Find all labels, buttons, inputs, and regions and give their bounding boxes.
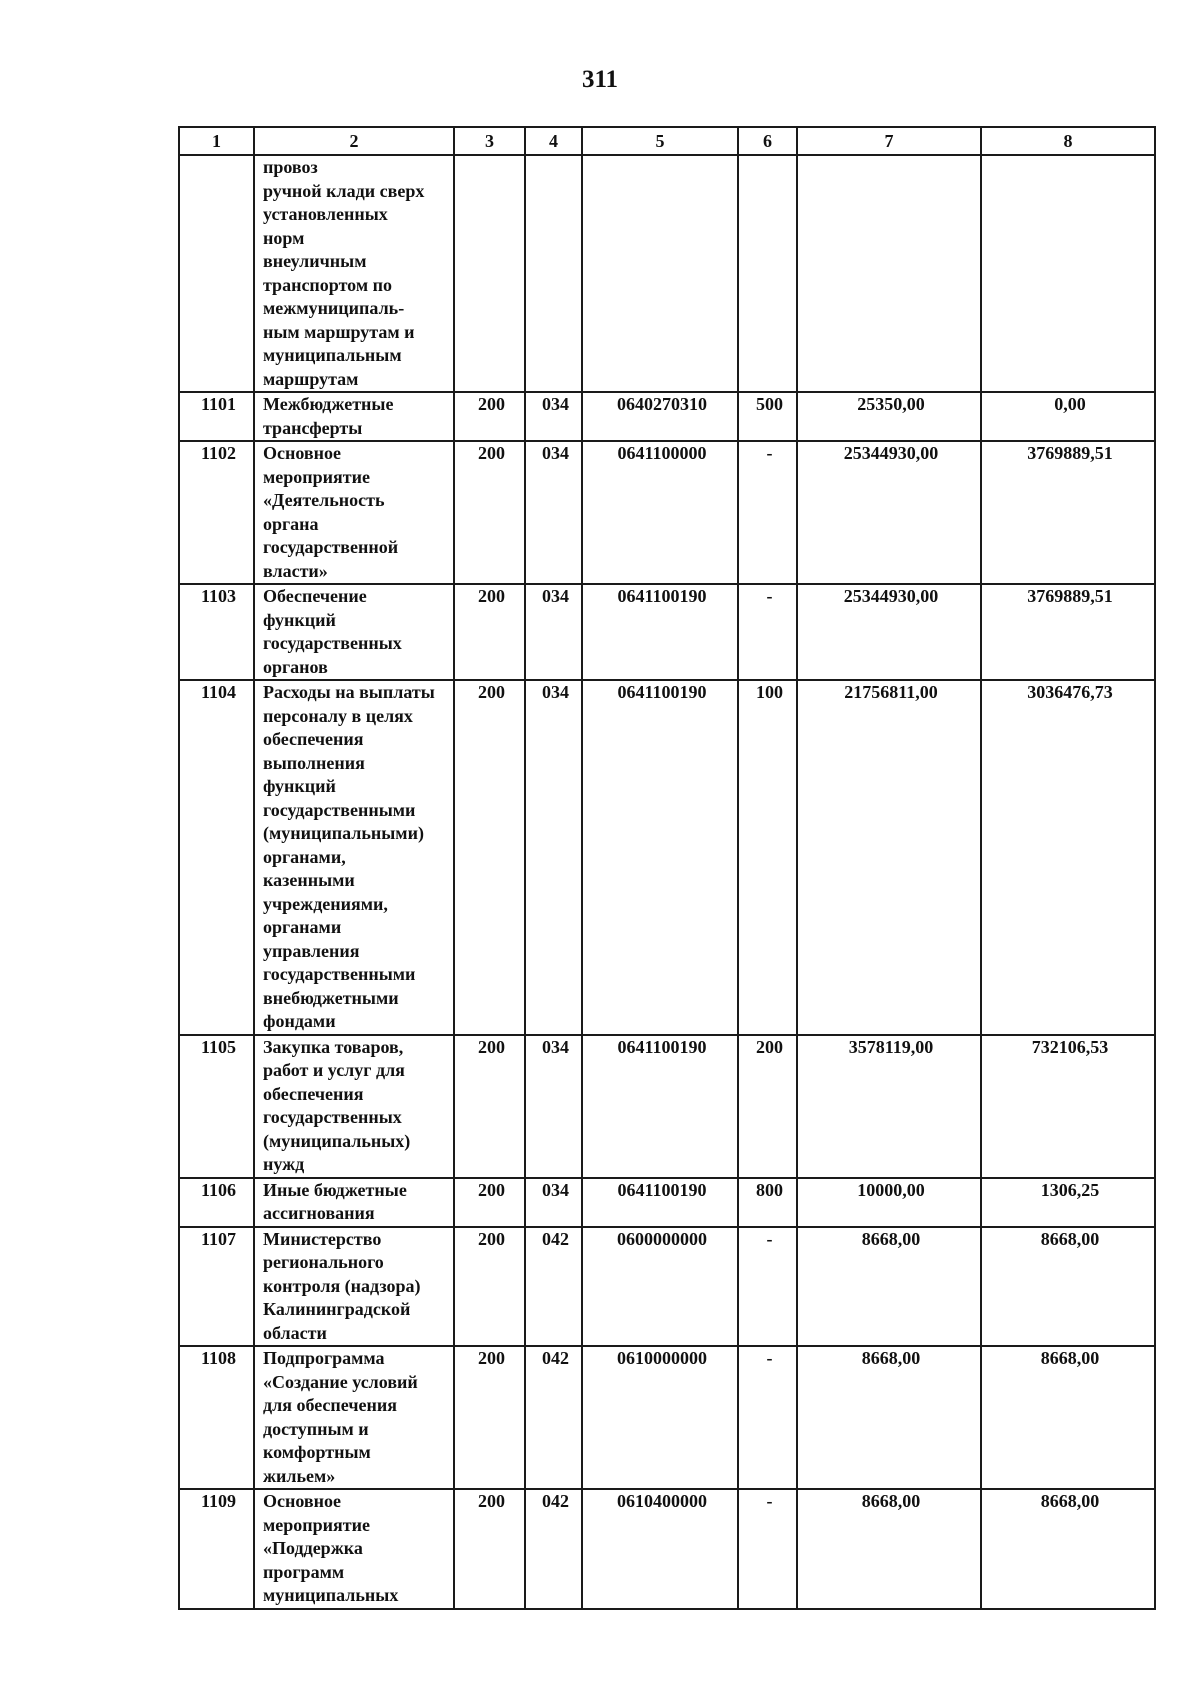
row-number-cell [179, 155, 254, 392]
row-number-cell: 1102 [179, 441, 254, 584]
item-name-line: Подпрограмма [263, 1348, 385, 1368]
code-cell: 0641100190 [582, 1178, 738, 1227]
row-number-cell: 1106 [179, 1178, 254, 1227]
item-name-line: «Создание условий [263, 1371, 418, 1392]
amount-cell: 8668,00 [797, 1227, 981, 1347]
item-name-cell [254, 680, 454, 1035]
item-name-line: персоналу в целях [263, 705, 413, 726]
row-number-cell: 1107 [179, 1227, 254, 1347]
item-name-line: Закупка товаров, [263, 1036, 404, 1057]
code-cell: - [738, 1489, 797, 1609]
item-name-line: муниципальным [263, 345, 402, 365]
item-name-line: органа [263, 513, 319, 534]
table-body [179, 155, 1155, 1609]
budget-table [178, 126, 1156, 1610]
amount-cell: 25350,00 [797, 392, 981, 441]
table-row [179, 1178, 1155, 1227]
code-cell: - [738, 1227, 797, 1347]
amount-cell [981, 155, 1155, 392]
column-header: 1 [179, 127, 254, 155]
item-name-line: органами [263, 917, 342, 937]
table-row [179, 1489, 1155, 1609]
amount-cell: 1306,25 [981, 1178, 1155, 1227]
item-name-line: государственными [263, 964, 416, 984]
item-name-line: программ [263, 1561, 345, 1582]
table-row [179, 155, 1155, 392]
code-cell: 0641100000 [582, 441, 738, 584]
code-cell: 0610400000 [582, 1489, 738, 1609]
item-name-cell [254, 1035, 454, 1178]
code-cell: 0640270310 [582, 392, 738, 441]
item-name-line: мероприятие [263, 1514, 370, 1535]
amount-cell: 3578119,00 [797, 1035, 981, 1178]
item-name-line: государственных [263, 1107, 402, 1127]
table-row [179, 584, 1155, 680]
row-number-cell: 1109 [179, 1489, 254, 1609]
item-name-line: транспортом по [263, 274, 392, 295]
item-name-line: «Поддержка [263, 1538, 363, 1558]
table-row [179, 680, 1155, 1035]
row-number-cell: 1101 [179, 392, 254, 441]
code-cell: 034 [525, 392, 582, 441]
item-name-line: управления [263, 940, 360, 961]
item-name-line: фондами [263, 1011, 336, 1031]
table-row [179, 1227, 1155, 1347]
amount-cell: 8668,00 [981, 1346, 1155, 1489]
table-row [179, 1346, 1155, 1489]
item-name-line: Обеспечение [263, 586, 367, 606]
item-name-line: норм [263, 227, 305, 248]
item-name-line: ным маршрутам и [263, 321, 415, 342]
item-name-line: регионального [263, 1252, 384, 1272]
code-cell: 042 [525, 1346, 582, 1489]
item-name-line: функций [263, 776, 336, 796]
amount-cell: 8668,00 [981, 1489, 1155, 1609]
item-name-line: органов [263, 656, 328, 677]
table-row [179, 441, 1155, 584]
code-cell: 200 [454, 1346, 525, 1489]
item-name-line: государственных [263, 633, 402, 653]
item-name-line: органами, [263, 846, 346, 867]
amount-cell [797, 155, 981, 392]
item-name-cell [254, 1178, 454, 1227]
code-cell: 0610000000 [582, 1346, 738, 1489]
item-name-line: внеуличным [263, 251, 367, 271]
item-name-line: внебюджетными [263, 987, 399, 1008]
item-name-line: установленных [263, 204, 388, 224]
code-cell: 800 [738, 1178, 797, 1227]
item-name-line: ассигнования [263, 1203, 375, 1223]
amount-cell: 3769889,51 [981, 584, 1155, 680]
column-header: 5 [582, 127, 738, 155]
item-name-line: (муниципальных) [263, 1130, 411, 1151]
item-name-line: Калининградской [263, 1299, 411, 1319]
table-row [179, 392, 1155, 441]
column-header: 6 [738, 127, 797, 155]
item-name-line: межмуниципаль- [263, 298, 405, 318]
item-name-line: обеспечения [263, 729, 364, 749]
row-number-cell: 1103 [179, 584, 254, 680]
amount-cell: 8668,00 [981, 1227, 1155, 1347]
page-number: 311 [581, 66, 619, 93]
item-name-line: области [263, 1322, 327, 1343]
code-cell: 200 [738, 1035, 797, 1178]
item-name-line: Межбюджетные [263, 394, 394, 414]
amount-cell: 25344930,00 [797, 441, 981, 584]
row-number-cell: 1104 [179, 680, 254, 1035]
column-header: 4 [525, 127, 582, 155]
code-cell: 0641100190 [582, 1035, 738, 1178]
item-name-line: маршрутам [263, 368, 359, 389]
amount-cell: 8668,00 [797, 1489, 981, 1609]
row-number-cell: 1108 [179, 1346, 254, 1489]
item-name-cell [254, 1227, 454, 1347]
item-name-line: Министерство [263, 1228, 382, 1249]
item-name-line: обеспечения [263, 1083, 364, 1104]
amount-cell: 25344930,00 [797, 584, 981, 680]
item-name-cell [254, 155, 454, 392]
code-cell [582, 155, 738, 392]
item-name-cell [254, 1489, 454, 1609]
code-cell: - [738, 441, 797, 584]
item-name-line: провоз [263, 157, 318, 177]
code-cell [454, 155, 525, 392]
code-cell: 034 [525, 584, 582, 680]
item-name-line: учреждениями, [263, 893, 388, 914]
item-name-line: выполнения [263, 752, 365, 773]
code-cell: 034 [525, 1035, 582, 1178]
item-name-line: (муниципальными) [263, 823, 424, 843]
item-name-cell [254, 584, 454, 680]
item-name-line: Основное [263, 1491, 341, 1511]
code-cell [738, 155, 797, 392]
item-name-line: для обеспечения [263, 1395, 397, 1415]
item-name-line: контроля (надзора) [263, 1275, 421, 1296]
item-name-line: доступным и [263, 1418, 369, 1439]
header-row [179, 127, 1155, 155]
item-name-line: Основное [263, 443, 341, 463]
code-cell: 0600000000 [582, 1227, 738, 1347]
item-name-cell [254, 1346, 454, 1489]
item-name-cell [254, 441, 454, 584]
code-cell: 034 [525, 1178, 582, 1227]
code-cell: 042 [525, 1227, 582, 1347]
item-name-line: работ и услуг для [263, 1060, 405, 1080]
code-cell [525, 155, 582, 392]
item-name-line: ручной клади сверх [263, 180, 425, 201]
amount-cell: 732106,53 [981, 1035, 1155, 1178]
item-name-line: власти» [263, 560, 328, 581]
item-name-line: казенными [263, 870, 355, 890]
code-cell: 200 [454, 392, 525, 441]
code-cell: 034 [525, 680, 582, 1035]
column-header: 7 [797, 127, 981, 155]
code-cell: 042 [525, 1489, 582, 1609]
code-cell: 200 [454, 1227, 525, 1347]
amount-cell: 10000,00 [797, 1178, 981, 1227]
item-name-cell [254, 392, 454, 441]
code-cell: 200 [454, 584, 525, 680]
table-row [179, 1035, 1155, 1178]
code-cell: 0641100190 [582, 680, 738, 1035]
code-cell: - [738, 584, 797, 680]
column-header: 8 [981, 127, 1155, 155]
row-number-cell: 1105 [179, 1035, 254, 1178]
column-header: 3 [454, 127, 525, 155]
item-name-line: «Деятельность [263, 490, 385, 510]
code-cell: 200 [454, 1035, 525, 1178]
column-header: 2 [254, 127, 454, 155]
item-name-line: функций [263, 609, 336, 630]
amount-cell: 8668,00 [797, 1346, 981, 1489]
item-name-line: Иные бюджетные [263, 1179, 407, 1200]
item-name-line: государственной [263, 537, 399, 557]
item-name-line: государственными [263, 799, 416, 820]
amount-cell: 0,00 [981, 392, 1155, 441]
amount-cell: 3036476,73 [981, 680, 1155, 1035]
code-cell: 500 [738, 392, 797, 441]
code-cell: 200 [454, 441, 525, 584]
item-name-line: муниципальных [263, 1585, 399, 1605]
code-cell: 200 [454, 1489, 525, 1609]
item-name-line: комфортным [263, 1442, 371, 1462]
item-name-line: трансферты [263, 417, 363, 438]
amount-cell: 3769889,51 [981, 441, 1155, 584]
code-cell: 200 [454, 680, 525, 1035]
item-name-line: жильем» [263, 1465, 336, 1486]
code-cell: 034 [525, 441, 582, 584]
item-name-line: нужд [263, 1154, 305, 1174]
amount-cell: 21756811,00 [797, 680, 981, 1035]
item-name-line: Расходы на выплаты [263, 682, 435, 702]
code-cell: 200 [454, 1178, 525, 1227]
code-cell: 0641100190 [582, 584, 738, 680]
item-name-line: мероприятие [263, 466, 370, 487]
code-cell: - [738, 1346, 797, 1489]
code-cell: 100 [738, 680, 797, 1035]
